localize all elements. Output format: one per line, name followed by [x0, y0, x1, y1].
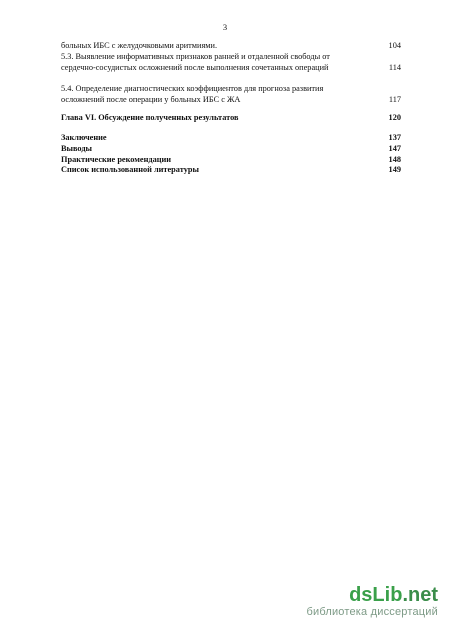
toc-entry-title: Практические рекомендации	[61, 155, 172, 164]
toc-entry-title: 5.4. Определение диагностических коэффициентов для прогноза развития осложнений после операции у больных ИБС с ЖА	[61, 84, 324, 104]
toc-entry	[61, 84, 401, 105]
page-number: 3	[222, 22, 228, 32]
toc-entry-chapter	[61, 133, 401, 144]
toc-entry-page: 148	[388, 155, 401, 164]
watermark-subtitle: библиотека диссертаций	[306, 606, 438, 618]
toc-entry-chapter	[61, 144, 401, 155]
watermark	[306, 584, 438, 618]
toc-entry-title: больных ИБС с желудочковыми аритмиями.	[61, 41, 218, 50]
watermark-logo	[306, 584, 438, 606]
toc-entry-title: Выводы	[61, 144, 93, 153]
toc-entry-chapter	[61, 155, 401, 166]
toc-entry-chapter	[61, 165, 401, 176]
toc-entry-title: Заключение	[61, 133, 107, 142]
toc-entry-page: 104	[388, 41, 401, 50]
watermark-logo-domain: .net	[402, 584, 438, 606]
toc-entry-chapter	[61, 113, 401, 124]
toc-entry-page: 149	[388, 165, 401, 174]
toc-entry-page: 147	[388, 144, 401, 153]
toc-entry-title: Глава VI. Обсуждение полученных результатов	[61, 113, 239, 122]
toc-entry	[61, 41, 401, 52]
toc-entry-page: 117	[388, 94, 401, 104]
watermark-logo-main: dsLib	[349, 584, 403, 606]
toc-entry-title: Список использованной литературы	[61, 165, 199, 174]
toc-entry-page: 114	[388, 62, 401, 72]
toc-entry	[61, 52, 401, 73]
toc-entry-title: 5.3. Выявление информативных признаков ранней и отдаленной свободы от сердечно-сосудистых осложнений после выполнения сочетанных операций	[61, 52, 330, 72]
toc-entry-page: 120	[388, 113, 401, 122]
toc-entry-page: 137	[388, 133, 401, 142]
